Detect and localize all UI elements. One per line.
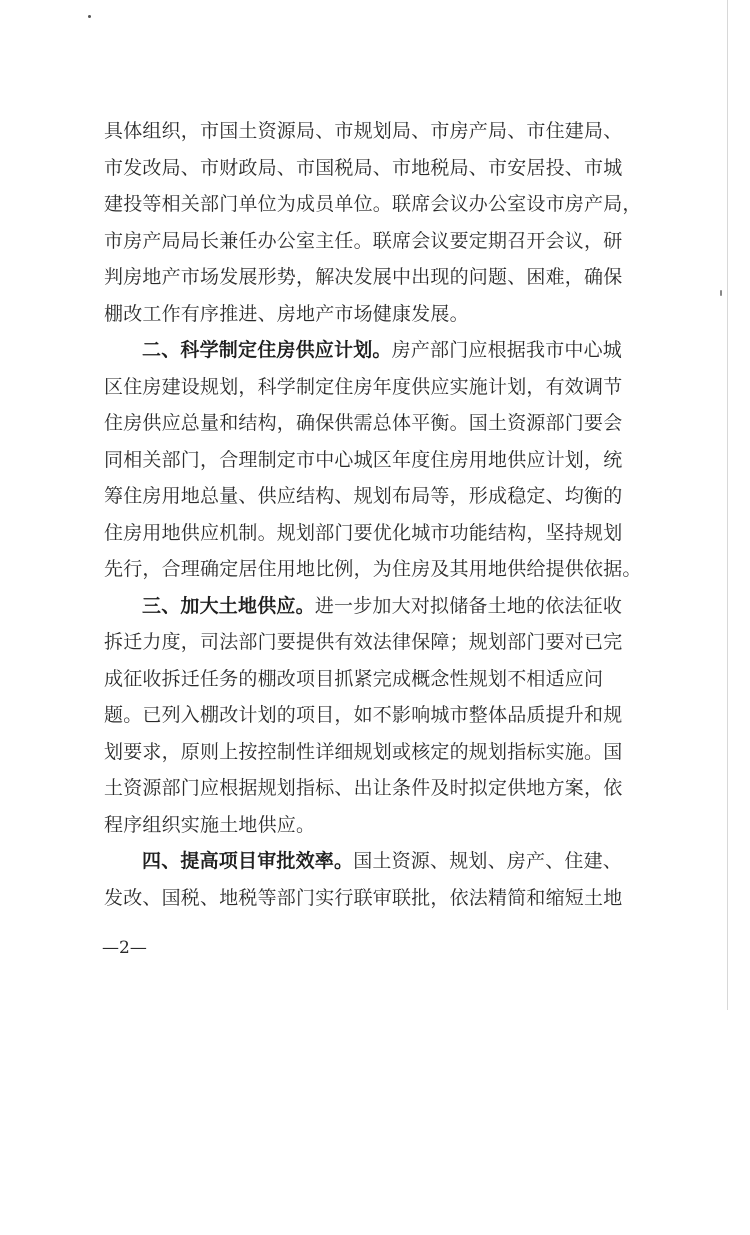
text-line: 区住房建设规划，科学制定住房年度供应实施计划，有效调节 [104, 375, 623, 398]
section-heading: 四、提高项目审批效率。 [142, 850, 354, 872]
text-line: 题。已列入棚改计划的项目，如不影响城市整体品质提升和规 [104, 704, 623, 726]
text-line: 划要求，原则上按控制性详细规划或核定的规划指标实施。国 [104, 740, 623, 763]
scan-speck [88, 15, 91, 18]
text-line: 市发改局、市财政局、市国税局、市地税局、市安居投、市城 [104, 156, 623, 179]
text-line: 住房用地供应机制。规划部门要优化城市功能结构，坚持规划 [104, 521, 623, 544]
text-line: 市房产局局长兼任办公室主任。联席会议要定期召开会议，研 [104, 229, 623, 252]
section-heading: 三、加大土地供应。 [142, 594, 315, 617]
text-line: 同相关部门，合理制定市中心城区年度住房用地供应计划，统 [104, 448, 623, 471]
text-run: 国土资源、规划、房产、住建、 [353, 850, 623, 872]
text-line: 成征收拆迁任务的棚改项目抓紧完成概念性规划不相适应问 [104, 667, 604, 690]
text-line: 土资源部门应根据规划指标、出让条件及时拟定供地方案，依 [104, 777, 623, 799]
text-line: 拆迁力度，司法部门要提供有效法律保障；规划部门要对已完 [104, 631, 623, 653]
text-line: 建投等相关部门单位为成员单位。联席会议办公室设市房产局， [104, 193, 642, 215]
text-line: 棚改工作有序推进、房地产市场健康发展。 [104, 302, 469, 325]
text-line [104, 332, 632, 369]
paragraph-1 [104, 113, 642, 332]
page-number: —2— [102, 938, 147, 958]
text-line [104, 588, 632, 625]
text-line [104, 843, 632, 880]
section-heading: 二、科学制定住房供应计划。 [142, 339, 392, 361]
text-run: 房产部门应根据我市中心城 [391, 339, 623, 361]
scan-page-edge [727, 0, 728, 1010]
text-line: 发改、国税、地税等部门实行联审联批，依法精简和缩短土地 [104, 886, 623, 909]
document-body [104, 113, 642, 916]
text-run: 进一步加大对拟储备土地的依法征收 [314, 594, 623, 617]
paragraph-2 [104, 332, 642, 588]
text-line: 程序组织实施土地供应。 [104, 813, 316, 836]
text-line: 先行，合理确定居住用地比例，为住房及其用地供给提供依据。 [104, 558, 642, 580]
text-line: 筹住房用地总量、供应结构、规划布局等，形成稳定、均衡的 [104, 485, 623, 507]
text-line: 具体组织，市国土资源局、市规划局、市房产局、市住建局、 [104, 120, 623, 142]
paragraph-4 [104, 843, 632, 916]
text-line: 判房地产市场发展形势，解决发展中出现的问题、困难，确保 [104, 266, 623, 288]
scan-speck [720, 290, 722, 296]
paragraph-3 [104, 588, 632, 844]
text-line: 住房供应总量和结构，确保供需总体平衡。国土资源部门要会 [104, 412, 623, 434]
